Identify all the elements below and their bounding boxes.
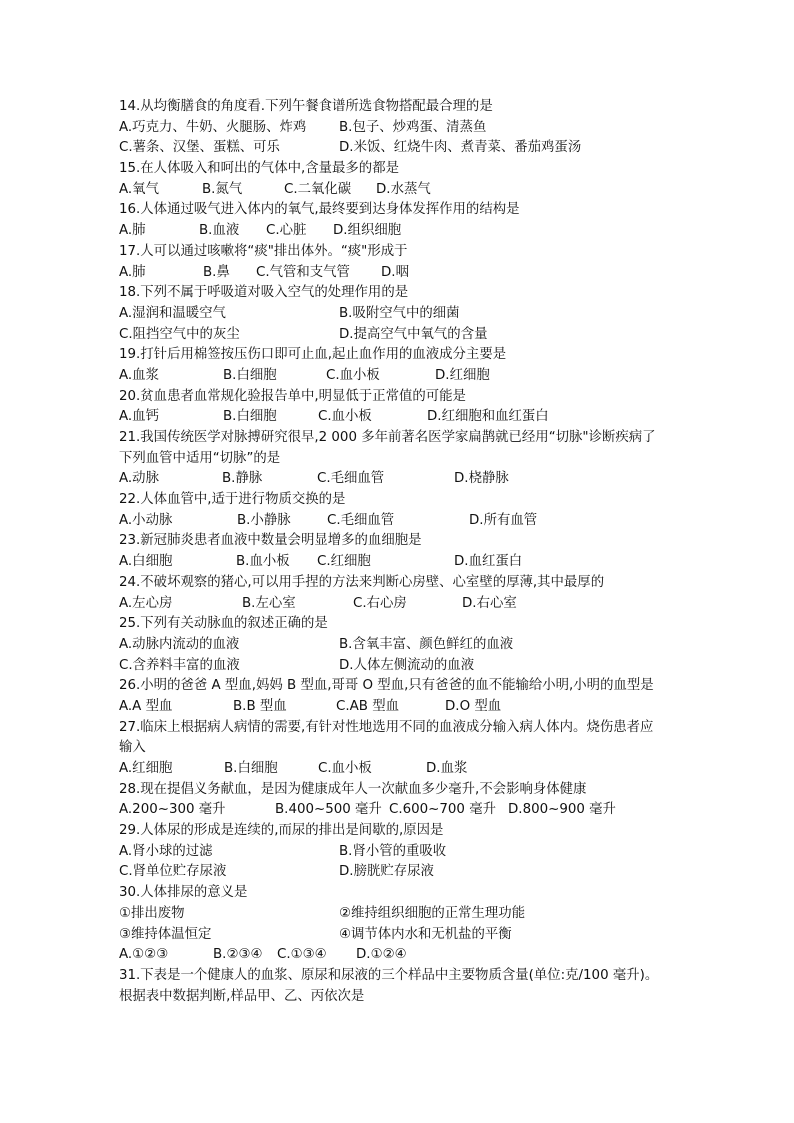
answer-option[interactable]: C.①③④: [277, 947, 327, 963]
question-stem: 19.打针后用棉签按压伤口即可止血,起止血作用的血液成分主要是: [119, 347, 507, 363]
question-list: [119, 97, 684, 1007]
answer-option[interactable]: B.包子、炒鸡蛋、清蒸鱼: [339, 119, 487, 135]
answer-option[interactable]: C.含养料丰富的血液: [119, 657, 240, 673]
answer-option[interactable]: A.肾小球的过滤: [119, 843, 213, 859]
question-stem: 28.现在提倡义务献血，是因为健康成年人一次献血多少毫升,不会影响身体健康: [119, 781, 587, 797]
option-row: [119, 138, 684, 159]
answer-option[interactable]: D.米饭、红烧牛肉、煮青菜、番茄鸡蛋汤: [339, 140, 582, 156]
answer-option[interactable]: A.肺: [119, 223, 146, 239]
answer-option[interactable]: D.膀胱贮存尿液: [339, 864, 434, 880]
answer-option[interactable]: B.血小板: [236, 554, 290, 570]
answer-option[interactable]: A.动脉: [119, 471, 159, 487]
answer-option[interactable]: D.红细胞: [435, 367, 490, 383]
question-stem: 14.从均衡膳食的角度看.下列午餐食谱所选食物搭配最合理的是: [119, 99, 493, 114]
question: [119, 531, 684, 572]
answer-option[interactable]: B.吸附空气中的细菌: [339, 305, 460, 321]
question: [119, 283, 684, 345]
question-stem: 20.贫血患者血常规化验报告单中,明显低于正常值的可能是: [119, 388, 466, 404]
question-stem: 根据表中数据判断,样品甲、乙、丙依次是: [119, 988, 365, 1004]
answer-option[interactable]: C.600~700 毫升: [389, 802, 496, 818]
question: [119, 614, 684, 676]
option-row: [119, 594, 684, 615]
answer-option[interactable]: B.白细胞: [223, 409, 277, 425]
question: [119, 97, 684, 159]
option-row: [119, 800, 684, 821]
answer-option[interactable]: A.湿润和温暖空气: [119, 305, 226, 321]
answer-option[interactable]: B.400~500 毫升: [275, 802, 382, 818]
question: [119, 242, 684, 283]
answer-option[interactable]: D.O 型血: [445, 698, 502, 714]
answer-option[interactable]: B.白细胞: [224, 761, 278, 776]
answer-option[interactable]: D.组织细胞: [333, 223, 402, 239]
question-stem: 17.人可以通过咳嗽将“痰"排出体外。“痰"形成于: [119, 243, 408, 259]
answer-option[interactable]: A.氧气: [119, 181, 159, 197]
answer-option[interactable]: B.肾小管的重吸收: [339, 843, 447, 859]
question: [119, 159, 684, 200]
answer-option[interactable]: A.巧克力、牛奶、火腿肠、炸鸡: [119, 119, 307, 135]
answer-option[interactable]: C.红细胞: [317, 554, 371, 570]
answer-option[interactable]: D.①②④: [356, 947, 407, 963]
answer-option[interactable]: D.所有血管: [469, 512, 538, 528]
option-row: [119, 325, 684, 346]
option-row: [119, 511, 684, 532]
question-stem: 27.临床上根据病人病情的需要,有针对性地选用不同的血液成分输入病人体内。烧伤患者应: [119, 719, 654, 735]
question: [119, 676, 684, 717]
option-row: [119, 656, 684, 677]
question: [119, 966, 684, 1007]
option-row: [119, 925, 684, 946]
answer-option[interactable]: A.白细胞: [119, 554, 173, 570]
answer-option[interactable]: C.毛细血管: [327, 512, 395, 528]
option-row: [119, 862, 684, 883]
option-row: [119, 842, 684, 863]
answer-option[interactable]: D.红细胞和血红蛋白: [427, 409, 549, 425]
question: [119, 718, 684, 780]
question-stem: 22.人体血管中,适于进行物质交换的是: [119, 492, 346, 508]
option-row: [119, 635, 684, 656]
answer-option[interactable]: C.毛细血管: [317, 471, 385, 487]
answer-option[interactable]: C.心脏: [266, 223, 307, 239]
answer-option[interactable]: A.肺: [119, 264, 146, 280]
answer-option[interactable]: B.氮气: [202, 181, 243, 197]
answer-option[interactable]: C.血小板: [326, 367, 380, 383]
answer-option[interactable]: A.200~300 毫升: [119, 802, 226, 818]
answer-option[interactable]: D.血浆: [426, 761, 468, 776]
answer-option[interactable]: B.B 型血: [233, 698, 287, 714]
option-row: [119, 407, 684, 428]
answer-option[interactable]: ④调节体内水和无机盐的平衡: [339, 926, 512, 942]
question-stem: 25.下列有关动脉血的叙述正确的是: [119, 616, 328, 632]
option-row: [119, 697, 684, 718]
answer-option[interactable]: D.右心室: [462, 595, 517, 611]
question-stem: 输入: [119, 740, 146, 756]
answer-option[interactable]: A.血浆: [119, 367, 159, 383]
answer-option[interactable]: D.提高空气中氧气的含量: [339, 326, 488, 342]
answer-option[interactable]: A.动脉内流动的血液: [119, 636, 240, 652]
option-row: [119, 366, 684, 387]
answer-option[interactable]: C.阻挡空气中的灰尘: [119, 326, 240, 342]
answer-option[interactable]: C.右心房: [353, 595, 407, 611]
question-stem: 26.小明的爸爸 A 型血,妈妈 B 型血,哥哥 O 型血,只有爸爸的血不能输给小明,小明的血型是: [119, 678, 654, 694]
answer-option[interactable]: ②维持组织细胞的正常生理功能: [339, 905, 526, 921]
answer-option[interactable]: B.小静脉: [237, 512, 291, 528]
question-stem: 31.下表是一个健康人的血浆、原尿和尿液的三个样品中主要物质含量(单位:克/100 毫升)。: [119, 967, 659, 983]
question: [119, 821, 684, 883]
answer-option[interactable]: A.血钙: [119, 409, 159, 425]
answer-option[interactable]: C.血小板: [318, 761, 372, 776]
option-row: [119, 118, 684, 139]
answer-option[interactable]: ③维持体温恒定: [119, 926, 212, 942]
answer-option[interactable]: D.桡静脉: [454, 471, 509, 487]
answer-option[interactable]: A.A 型血: [119, 698, 173, 714]
answer-option[interactable]: D.800~900 毫升: [508, 802, 616, 818]
option-row: [119, 180, 684, 201]
answer-option[interactable]: B.鼻: [203, 264, 230, 280]
question-stem: 下列血管中适用“切脉”的是: [119, 450, 281, 466]
question: [119, 780, 684, 821]
answer-option[interactable]: D.血红蛋白: [454, 554, 523, 570]
question: [119, 387, 684, 428]
question-stem: 23.新冠肺炎患者血液中数量会明显增多的血细胞是: [119, 533, 422, 549]
answer-option[interactable]: C.薯条、汉堡、蛋糕、可乐: [119, 140, 280, 156]
option-row: [119, 304, 684, 325]
question-stem: 15.在人体吸入和呵出的气体中,含量最多的都是: [119, 161, 399, 177]
option-row: [119, 469, 684, 490]
answer-option[interactable]: A.①②③: [119, 947, 169, 963]
question-stem: 16.人体通过吸气进入体内的氧气,最终要到达身体发挥作用的结构是: [119, 202, 520, 218]
answer-option[interactable]: B.血液: [199, 223, 240, 239]
option-row: [119, 221, 684, 242]
question: [119, 428, 684, 490]
option-row: [119, 759, 684, 780]
answer-option[interactable]: B.②③④: [213, 947, 263, 963]
answer-option[interactable]: A.小动脉: [119, 512, 173, 528]
question: [119, 345, 684, 386]
answer-option[interactable]: C.AB 型血: [336, 698, 399, 714]
answer-option[interactable]: B.静脉: [222, 471, 263, 487]
answer-option[interactable]: C.肾单位贮存尿液: [119, 864, 227, 880]
answer-option[interactable]: D.咽: [381, 264, 409, 280]
answer-option[interactable]: A.红细胞: [119, 761, 173, 776]
question-stem: 24.不破坏观察的猪心,可以用手捏的方法来判断心房壁、心室壁的厚薄,其中最厚的: [119, 574, 605, 590]
answer-option[interactable]: D.水蒸气: [376, 181, 431, 197]
answer-option[interactable]: C.气管和支气管: [256, 264, 350, 280]
question: [119, 573, 684, 614]
option-row: [119, 263, 684, 284]
answer-option[interactable]: A.左心房: [119, 595, 173, 611]
answer-option[interactable]: C.血小板: [318, 409, 372, 425]
question-stem: 18.下列不属于呼吸道对吸入空气的处理作用的是: [119, 285, 409, 301]
option-row: [119, 904, 684, 925]
question-stem: 29.人体尿的形成是连续的,而尿的排出是间歇的,原因是: [119, 823, 444, 839]
question: [119, 490, 684, 531]
answer-option[interactable]: ①排出废物: [119, 905, 185, 921]
question: [119, 200, 684, 241]
answer-option[interactable]: B.白细胞: [223, 367, 277, 383]
option-row: [119, 945, 684, 966]
answer-option[interactable]: B.含氧丰富、颜色鲜红的血液: [339, 636, 514, 652]
answer-option[interactable]: D.人体左侧流动的血液: [339, 657, 475, 673]
answer-option[interactable]: B.左心室: [242, 595, 296, 611]
question-stem: 30.人体排尿的意义是: [119, 885, 248, 901]
option-row: [119, 552, 684, 573]
answer-option[interactable]: C.二氧化碳: [284, 181, 352, 197]
question: [119, 883, 684, 966]
question-stem: 21.我国传统医学对脉搏研究很早,2 000 多年前著名医学家扁鹊就已经用“切脉"诊断疾病了: [119, 430, 656, 445]
